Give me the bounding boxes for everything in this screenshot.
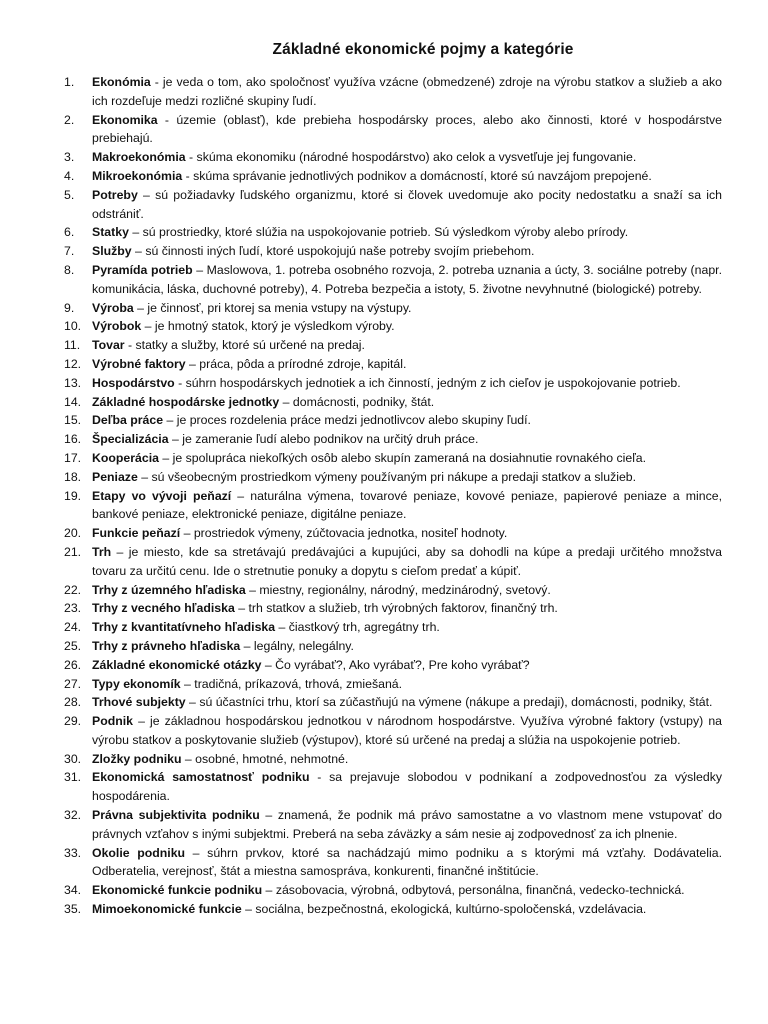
list-item (64, 768, 722, 806)
list-item-body (92, 242, 722, 261)
list-item (64, 712, 722, 750)
term-name: Okolie podniku (92, 845, 186, 860)
list-item (64, 468, 722, 487)
term-definition: – miestny, regionálny, národný, medzinárodný, svetový. (245, 582, 551, 597)
list-item-number: 7. (64, 244, 75, 259)
list-item (64, 449, 722, 468)
list-item-number: 25. (64, 638, 82, 653)
term-name: Mimoekonomické funkcie (92, 902, 242, 917)
term-definition: – sú prostriedky, ktoré slúžia na uspokojovanie potrieb. Sú výsledkom výroby alebo prírody. (128, 225, 629, 240)
term-definition: – sú činnosti iných ľudí, ktoré uspokojujú naše potreby svojím priebehom. (131, 244, 535, 259)
term-definition: – je základnou hospodárskou jednotkou v národnom hospodárstve. Využíva výrobné faktory (vstupy) na výrobu statkov a poskytovanie služieb (výstupov), ktoré sú určené na predaj a slúžia na uspokojenie potrieb. (92, 714, 722, 747)
list-item-number: 3. (64, 150, 75, 165)
list-item-body (92, 693, 722, 712)
list-item (64, 336, 722, 355)
term-definition: – osobné, hmotné, nehmotné. (181, 751, 349, 766)
list-item-body (92, 186, 722, 224)
term-name: Potreby (92, 187, 138, 202)
list-item-number: 31. (64, 770, 82, 785)
list-item-body (92, 223, 722, 242)
list-item-body (92, 336, 722, 355)
term-definition: - územie (oblasť), kde prebieha hospodársky proces, alebo ako činnosti, ktoré v hospodárstve prebiehajú. (92, 112, 722, 146)
list-item-number: 12. (64, 356, 82, 371)
term-definition: – je hmotný statok, ktorý je výsledkom výroby. (141, 319, 395, 334)
list-item (64, 487, 722, 525)
list-item-body (92, 599, 722, 618)
term-definition: – sociálna, bezpečnostná, ekologická, kultúrno-spoločenská, vzdelávacia. (241, 902, 647, 917)
list-item-body (92, 299, 722, 318)
term-name: Špecializácia (92, 432, 169, 447)
list-item-number: 5. (64, 187, 75, 202)
list-item (64, 693, 722, 712)
list-item-number: 29. (64, 714, 82, 729)
list-item (64, 543, 722, 581)
list-item-body (92, 768, 722, 806)
term-definition: - súhrn hospodárskych jednotiek a ich činností, jedným z ich cieľov je uspokojovanie potrieb. (174, 375, 681, 390)
term-name: Základné hospodárske jednotky (92, 394, 280, 409)
term-name: Trh (92, 544, 112, 559)
list-item (64, 374, 722, 393)
term-name: Právna subjektivita podniku (92, 808, 260, 823)
list-item-number: 33. (64, 845, 82, 860)
list-item-body (92, 317, 722, 336)
list-item-number: 27. (64, 676, 82, 691)
term-name: Kooperácia (92, 450, 159, 465)
term-definition: – je činnosť, pri ktorej sa menia vstupy na výstupy. (133, 300, 412, 315)
terms-list (64, 73, 722, 919)
list-item-number: 35. (64, 902, 82, 917)
list-item (64, 411, 722, 430)
list-item (64, 881, 722, 900)
list-item-number: 18. (64, 469, 82, 484)
list-item (64, 750, 722, 769)
list-item (64, 186, 722, 224)
list-item-number: 11. (64, 338, 81, 353)
list-item (64, 430, 722, 449)
list-item-body (92, 393, 722, 412)
list-item-body (92, 750, 722, 769)
list-item-number: 26. (64, 657, 82, 672)
list-item-number: 23. (64, 601, 82, 616)
list-item-number: 8. (64, 262, 75, 277)
term-definition: – Maslowova, 1. potreba osobného rozvoja, 2. potreba uznania a úcty, 3. sociálne potreby (napr. komunikácia, láska, duchovné potreby), 4. Potreba bezpečia a istoty, 5. životne nevyhnutné (biologické) potreby. (92, 262, 722, 296)
list-item (64, 637, 722, 656)
term-name: Trhové subjekty (92, 695, 186, 710)
list-item-body (92, 581, 722, 600)
list-item-number: 15. (64, 413, 82, 428)
term-definition: – je spolupráca niekoľkých osôb alebo skupín zameraná na dosiahnutie rovnakého cieľa. (158, 450, 647, 465)
list-item-body (92, 355, 722, 374)
term-definition: – sú účastníci trhu, ktorí sa zúčastňujú na výmene (nákupe a predaji), domácnosti, podniky, štát. (185, 695, 713, 710)
list-item-body (92, 374, 722, 393)
term-definition: – legálny, nelegálny. (240, 638, 354, 653)
list-item-number: 34. (64, 883, 82, 898)
list-item (64, 223, 722, 242)
term-name: Trhy z kvantitatívneho hľadiska (92, 620, 276, 635)
list-item-number: 4. (64, 168, 75, 183)
term-name: Základné ekonomické otázky (92, 657, 262, 672)
list-item-number: 1. (64, 75, 75, 89)
term-name: Výrobné faktory (92, 356, 186, 371)
list-item-number: 13. (64, 375, 82, 390)
term-name: Trhy z vecného hľadiska (92, 601, 235, 616)
list-item-body (92, 411, 722, 430)
list-item (64, 355, 722, 374)
list-item-body (92, 261, 722, 299)
term-name: Hospodárstvo (92, 375, 175, 390)
list-item (64, 261, 722, 299)
term-definition: – práca, pôda a prírodné zdroje, kapitál. (185, 356, 407, 371)
list-item-body (92, 712, 722, 750)
term-definition: – je miesto, kde sa stretávajú predávajúci a kupujúci, aby sa dohodli na kúpe a predaji určitého množstva tovaru za určitú cenu. Ide o stretnutie ponuky a dopytu s cieľom predať a kúpiť. (92, 544, 722, 578)
list-item (64, 656, 722, 675)
term-name: Ekonómia (92, 75, 151, 89)
term-definition: – domácnosti, podniky, štát. (279, 394, 435, 409)
list-item-number: 24. (64, 620, 82, 635)
list-item (64, 73, 722, 111)
term-name: Trhy z právneho hľadiska (92, 638, 241, 653)
term-definition: – čiastkový trh, agregátny trh. (275, 620, 440, 635)
list-item (64, 524, 722, 543)
term-name: Výroba (92, 300, 134, 315)
term-definition: - statky a služby, ktoré sú určené na predaj. (124, 338, 365, 353)
term-definition: – je proces rozdelenia práce medzi jednotlivcov alebo skupiny ľudí. (163, 413, 531, 428)
list-item-body (92, 430, 722, 449)
list-item-body (92, 487, 722, 525)
list-item (64, 675, 722, 694)
term-name: Makroekonómia (92, 150, 186, 165)
list-item-body (92, 881, 722, 900)
list-item-body (92, 637, 722, 656)
list-item (64, 618, 722, 637)
list-item-number: 20. (64, 526, 82, 541)
term-definition: – tradičná, príkazová, trhová, zmiešaná. (180, 676, 403, 691)
list-item-body (92, 618, 722, 637)
term-name: Etapy vo vývoji peňazí (92, 488, 232, 503)
list-item-number: 6. (64, 225, 75, 240)
term-name: Ekonomika (92, 112, 158, 127)
list-item-body (92, 524, 722, 543)
term-definition: – prostriedok výmeny, zúčtovacia jednotka, nositeľ hodnoty. (180, 526, 508, 541)
list-item-body (92, 656, 722, 675)
list-item-number: 30. (64, 751, 82, 766)
term-name: Ekonomické funkcie podniku (92, 883, 263, 898)
list-item-body (92, 900, 722, 919)
list-item (64, 844, 722, 882)
list-item (64, 242, 722, 261)
term-name: Služby (92, 244, 132, 259)
list-item (64, 581, 722, 600)
term-name: Tovar (92, 338, 125, 353)
term-name: Statky (92, 225, 129, 240)
list-item-body (92, 73, 722, 111)
list-item-number: 10. (64, 319, 82, 334)
term-definition: - skúma ekonomiku (národné hospodárstvo) ako celok a vysvetľuje jej fungovanie. (185, 150, 637, 165)
term-definition: – naturálna výmena, tovarové peniaze, kovové peniaze, papierové peniaze a mince, bankové peniaze, elektronické peniaze, digitálne peniaze. (92, 488, 722, 522)
list-item-body (92, 806, 722, 844)
list-item-body (92, 111, 722, 149)
term-name: Deľba práce (92, 413, 164, 428)
list-item (64, 393, 722, 412)
term-definition: – zásobovacia, výrobná, odbytová, personálna, finančná, vedecko-technická. (262, 883, 685, 898)
term-name: Mikroekonómia (92, 168, 183, 183)
term-name: Podnik (92, 714, 133, 729)
term-name: Zložky podniku (92, 751, 182, 766)
term-definition: - sa prejavuje slobodou v podnikaní a zodpovednosťou za výsledky hospodárenia. (92, 770, 722, 804)
term-name: Trhy z územného hľadiska (92, 582, 246, 597)
term-definition: – súhrn prvkov, ktoré sa nachádzajú mimo podniku a s ktorými má vzťahy. Dodávatelia. Odberatelia, verejnosť, štát a miestna samospráva, konkurenti, finančné inštitúcie. (92, 845, 722, 879)
list-item (64, 148, 722, 167)
term-name: Pyramída potrieb (92, 262, 193, 277)
list-item-body (92, 844, 722, 882)
list-item (64, 111, 722, 149)
term-definition: – trh statkov a služieb, trh výrobných faktorov, finančný trh. (234, 601, 558, 616)
list-item (64, 900, 722, 919)
list-item-body (92, 543, 722, 581)
list-item-body (92, 468, 722, 487)
term-name: Peniaze (92, 469, 138, 484)
list-item-body (92, 167, 722, 186)
term-name: Výrobok (92, 319, 142, 334)
term-definition: – je zameranie ľudí alebo podnikov na určitý druh práce. (168, 432, 479, 447)
list-item-number: 17. (64, 450, 82, 465)
term-definition: - skúma správanie jednotlivých podnikov a domácností, ktoré sú navzájom prepojené. (182, 168, 652, 183)
list-item-number: 22. (64, 582, 82, 597)
list-item-number: 19. (64, 488, 82, 503)
list-item (64, 599, 722, 618)
list-item (64, 167, 722, 186)
term-name: Ekonomická samostatnosť podniku (92, 770, 310, 785)
list-item (64, 806, 722, 844)
list-item (64, 317, 722, 336)
list-item-number: 21. (64, 544, 82, 559)
term-name: Typy ekonomík (92, 676, 181, 691)
term-name: Funkcie peňazí (92, 526, 181, 541)
list-item-number: 14. (64, 394, 82, 409)
term-definition: – znamená, že podnik má právo samostatne a vo vlastnom mene vstupovať do právnych vzťahov s inými subjektmi. Preberá na seba záväzky a sám nesie aj zodpovednosť za ich plnenie. (92, 808, 722, 841)
list-item-body (92, 449, 722, 468)
document-title: Základné ekonomické pojmy a kategórie (272, 41, 574, 58)
list-item (64, 299, 722, 318)
list-item-body (92, 675, 722, 694)
list-item-number: 16. (64, 432, 82, 447)
list-item-number: 2. (64, 112, 75, 127)
list-item-body (92, 148, 722, 167)
list-item-number: 28. (64, 695, 82, 710)
term-definition: – sú všeobecným prostriedkom výmeny používaným pri nákupe a predaji statkov a služieb. (137, 469, 637, 484)
term-definition: – sú požiadavky ľudského organizmu, ktoré si človek uvedomuje ako pocity nedostatku a snaží sa ich odstrániť. (92, 187, 722, 221)
list-item-number: 32. (64, 808, 82, 823)
term-definition: – Čo vyrábať?, Ako vyrábať?, Pre koho vyrábať? (261, 657, 530, 672)
term-definition: - je veda o tom, ako spoločnosť využíva vzácne (obmedzené) zdroje na výrobu statkov a služieb a ako ich rozdeľuje medzi rozličné skupiny ľudí. (92, 75, 722, 108)
list-item-number: 9. (64, 300, 75, 315)
